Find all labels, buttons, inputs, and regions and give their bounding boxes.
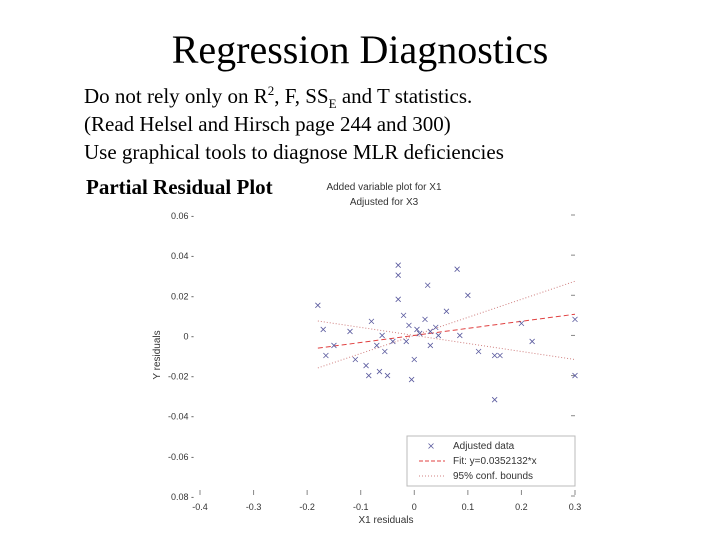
data-point [530,339,535,344]
data-point [348,329,353,334]
x-axis-label: X1 residuals [358,515,414,526]
data-point [476,349,481,354]
legend-label-data: Adjusted data [453,441,515,452]
x-tick-label: 0.1 [461,502,475,512]
data-point [423,317,428,322]
x-tick-label: -0.2 [299,502,315,512]
data-point [369,319,374,324]
data-point [428,343,433,348]
x-tick-label: 0.3 [568,502,582,512]
x-tick-label: -0.3 [245,502,262,512]
data-point [382,349,387,354]
data-point [455,267,460,272]
y-tick-label: -0.06 - [167,451,194,462]
x-tick-label: -0.1 [352,502,369,512]
data-point [492,353,497,358]
y-tick-label: 0.06 - [170,211,194,221]
x-tick-label: 0.2 [515,502,528,512]
data-point [412,357,417,362]
data-point [465,293,470,298]
data-point [444,309,449,314]
data-point [409,377,414,382]
data-point [406,323,411,328]
data-point [519,321,524,326]
chart-subtitle: Adjusted for X3 [349,197,419,208]
legend-label-bounds: 95% conf. bounds [453,471,534,482]
data-point [390,339,395,344]
data-point [573,317,578,322]
y-tick-label: 0.08 - [170,492,194,502]
chart-title: Added variable plot for X1 [326,182,442,193]
y-tick-label: -0.04 - [167,411,194,422]
data-point [374,343,379,348]
y-tick-label: 0.02 - [170,291,194,302]
data-point [364,363,369,368]
y-axis-label: Y residuals [152,330,163,380]
data-point [366,373,371,378]
upper-confidence-bound [318,281,575,368]
y-tick-label: -0.02 - [167,371,194,382]
legend-label-fit: Fit: y=0.0352132*x [453,456,537,467]
data-point [457,333,462,338]
data-point [323,353,328,358]
data-point [425,283,430,288]
bullet-statistics-text-a: Do not rely only on R [84,84,268,108]
data-point [401,313,406,318]
data-point [385,373,390,378]
y-tick-label: 0 - [183,331,194,342]
lower-confidence-bound [318,321,575,360]
r-squared-superscript: 2 [267,83,275,98]
data-point [492,397,497,402]
data-point [498,353,503,358]
x-tick-label: 0 [411,502,417,512]
bullet-graphical-tools: Use graphical tools to diagnose MLR deficiencies [84,140,504,164]
data-point [315,303,320,308]
x-tick-label: -0.4 [192,502,208,512]
data-point [321,327,326,332]
slide-title: Regression Diagnostics [171,27,549,72]
data-point [404,339,409,344]
data-point [396,297,401,302]
data-point [380,333,385,338]
data-point [353,357,358,362]
partial-residual-plot-label: Partial Residual Plot [86,175,273,199]
bullet-reference: (Read Helsel and Hirsch page 244 and 300) [84,112,451,136]
bullet-statistics-text-c: and T statistics. [336,84,473,108]
data-point [396,263,401,268]
y-tick-label: 0.04 - [170,251,194,262]
fit-line [318,314,575,348]
data-point [377,369,382,374]
sse-subscript: E [328,96,337,112]
data-point [436,333,441,338]
bullet-statistics-text-b: , F, SS [274,84,329,108]
data-point [396,273,401,278]
